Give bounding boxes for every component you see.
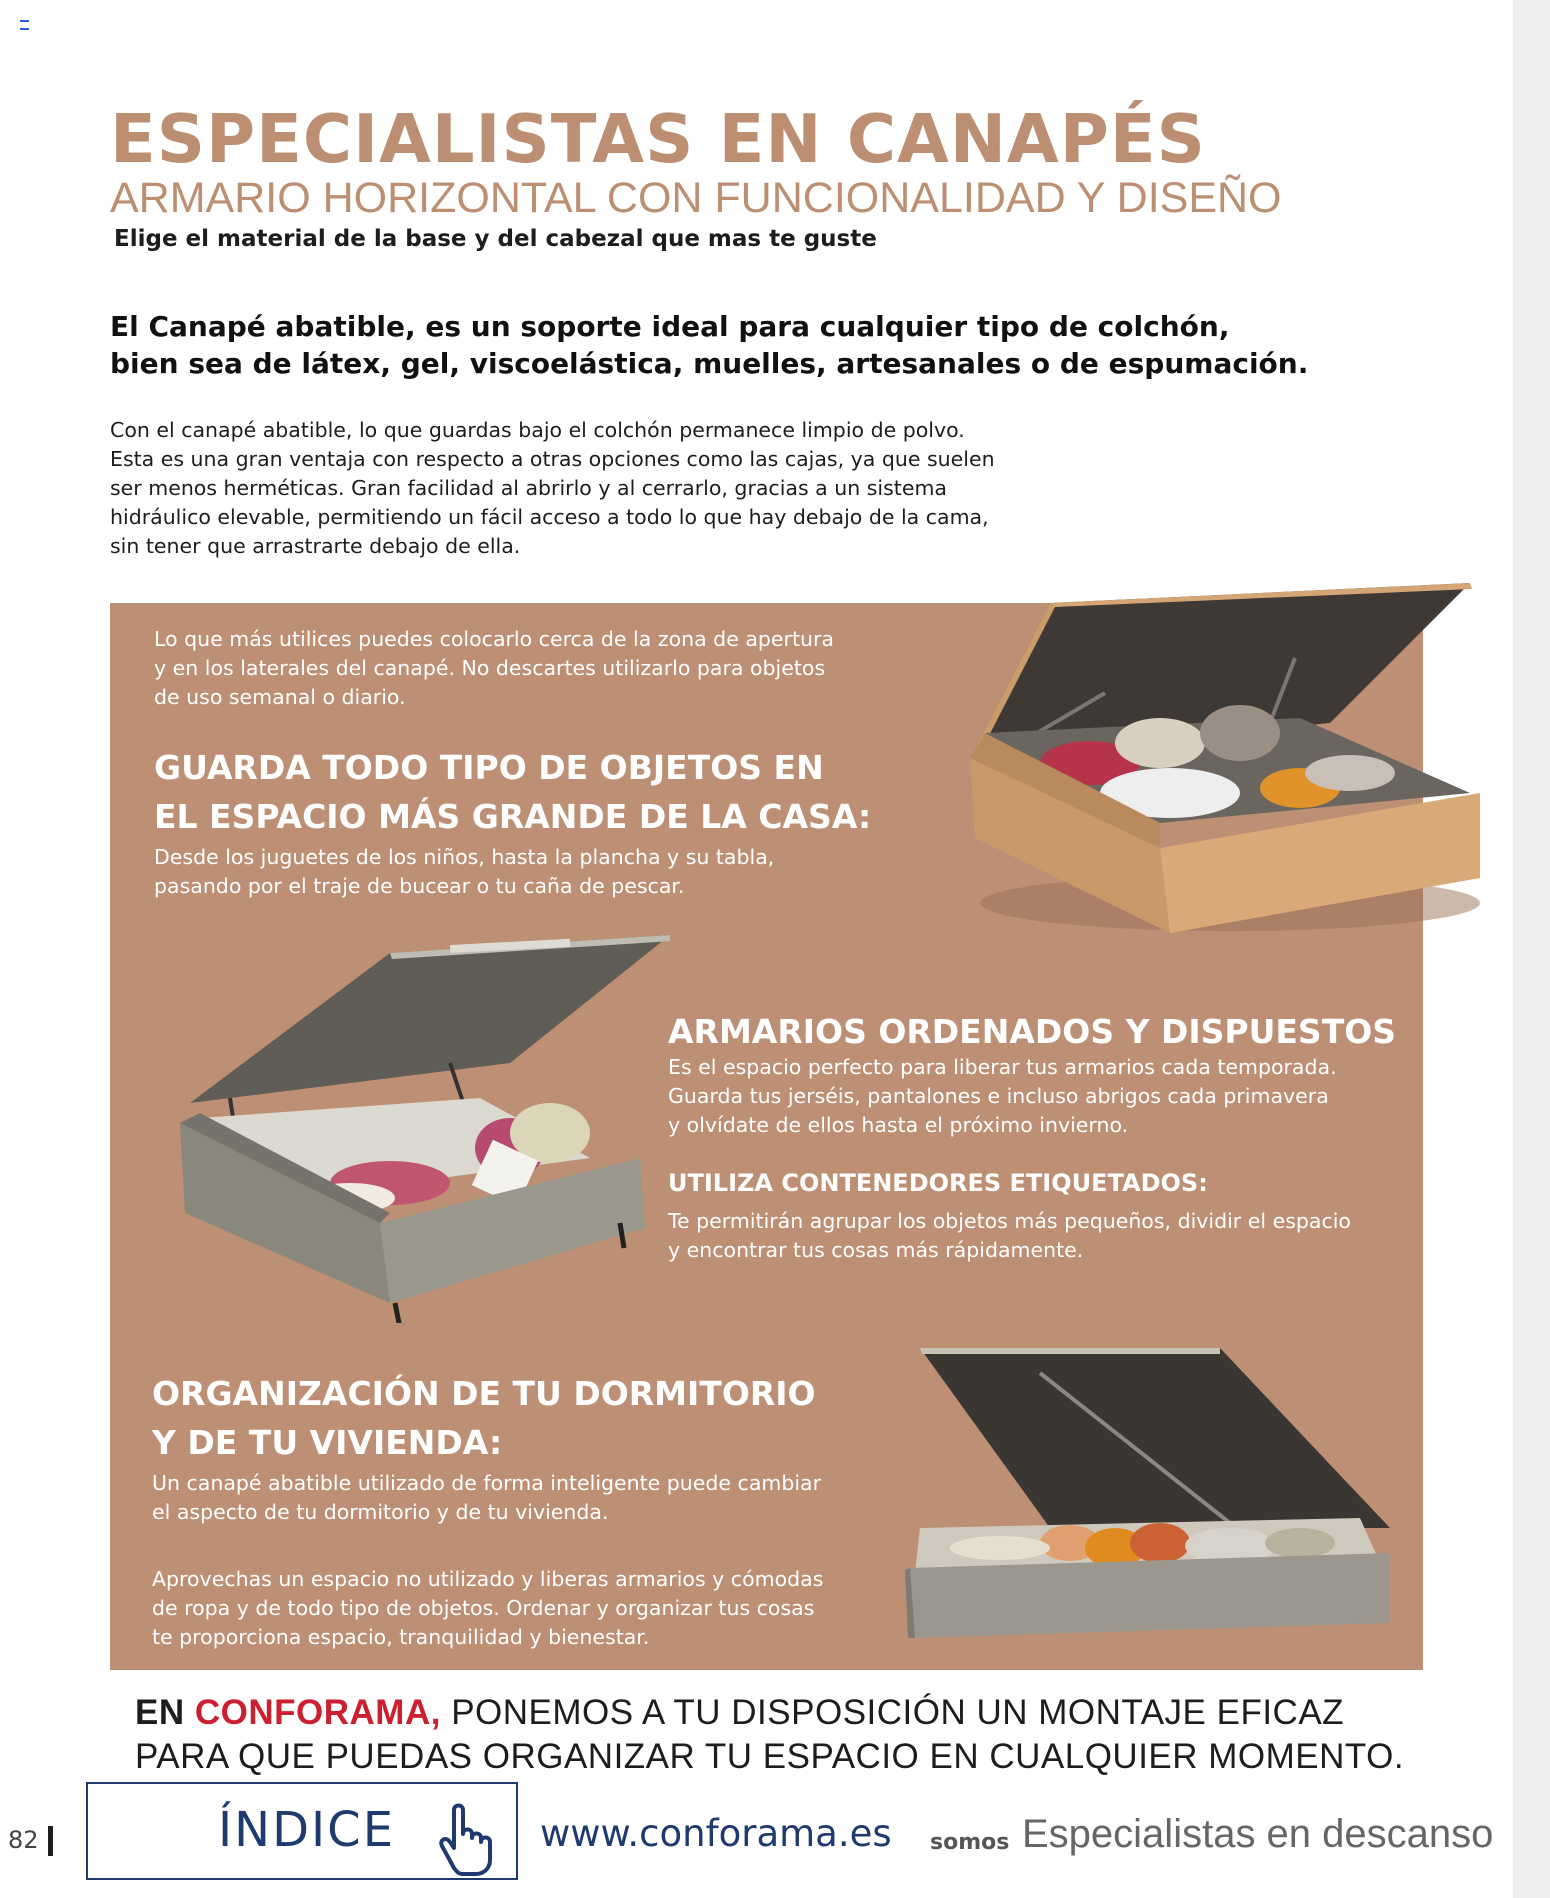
section-subheading-contenedores: UTILIZA CONTENEDORES ETIQUETADOS: xyxy=(668,1169,1208,1197)
body-line: pasando por el traje de bucear o tu caña de pescar. xyxy=(154,874,685,898)
body-line: de ropa y de todo tipo de objetos. Ordenar y organizar tus cosas xyxy=(152,1596,815,1620)
body-line: y encontrar tus cosas más rápidamente. xyxy=(668,1238,1084,1262)
page-number: 82 xyxy=(8,1826,39,1854)
viewer-scrollbar-track[interactable] xyxy=(1513,0,1550,1898)
lead-line: bien sea de látex, gel, viscoelástica, muelles, artesanales o de espumación. xyxy=(110,347,1309,380)
section-body-objects xyxy=(154,843,774,901)
intro-line: Con el canapé abatible, lo que guardas bajo el colchón permanece limpio de polvo. xyxy=(110,418,965,442)
somos-word: somos xyxy=(930,1830,1010,1855)
tip-line: y en los laterales del canapé. No descartes utilizarlo para objetos xyxy=(154,656,826,680)
lead-line: El Canapé abatible, es un soporte ideal para cualquier tipo de colchón, xyxy=(110,310,1230,343)
section-heading-armarios: ARMARIOS ORDENADOS Y DISPUESTOS xyxy=(668,1012,1397,1051)
wooden-canape-image xyxy=(910,573,1510,953)
intro-line: Esta es una gran ventaja con respecto a otras opciones como las cajas, ya que suelen xyxy=(110,447,995,471)
closing-en: EN xyxy=(135,1693,185,1732)
body-line: Es el espacio perfecto para liberar tus armarios cada temporada. xyxy=(668,1055,1337,1079)
body-line: Un canapé abatible utilizado de forma inteligente puede cambiar xyxy=(152,1471,822,1495)
heading-line: ORGANIZACIÓN DE TU DORMITORIO xyxy=(152,1374,816,1413)
heading-line: EL ESPACIO MÁS GRANDE DE LA CASA: xyxy=(154,797,872,836)
section-subbody-contenedores xyxy=(668,1207,1351,1265)
section-heading-objects xyxy=(154,743,871,841)
body-line: y olvídate de ellos hasta el próximo invierno. xyxy=(668,1113,1129,1137)
info-panel xyxy=(110,603,1423,1670)
page-title: ESPECIALISTAS EN CANAPÉS xyxy=(110,100,1206,178)
intro-line: hidráulico elevable, permitiendo un fácil acceso a todo lo que hay debajo de la cama, xyxy=(110,505,989,529)
page-subtitle: ARMARIO HORIZONTAL CON FUNCIONALIDAD Y DISEÑO xyxy=(110,174,1282,222)
page-number-divider xyxy=(48,1826,53,1856)
body-line: Te permitirán agrupar los objetos más pequeños, dividir el espacio xyxy=(668,1209,1351,1233)
intro-paragraph xyxy=(110,416,1070,561)
body-line: el aspecto de tu dormitorio y de tu vivienda. xyxy=(152,1500,609,1524)
storage-tip xyxy=(154,625,834,712)
tip-line: de uso semanal o diario. xyxy=(154,685,406,709)
heading-line: Y DE TU VIVIENDA: xyxy=(152,1423,503,1462)
grey-canape-image xyxy=(150,923,670,1323)
closing-rest: PONEMOS A TU DISPOSICIÓN UN MONTAJE EFICAZ xyxy=(451,1693,1345,1732)
menu-icon[interactable] xyxy=(20,20,29,30)
heading-line: GUARDA TODO TIPO DE OBJETOS EN xyxy=(154,748,824,787)
section-body-armarios xyxy=(668,1053,1337,1140)
body-line: Desde los juguetes de los niños, hasta la plancha y su tabla, xyxy=(154,845,775,869)
indice-button[interactable] xyxy=(86,1782,518,1880)
closing-line-2: PARA QUE PUEDAS ORGANIZAR TU ESPACIO EN CUALQUIER MOMENTO. xyxy=(135,1737,1405,1776)
section-body2-organizacion xyxy=(152,1565,823,1652)
website-link[interactable]: www.conforama.es xyxy=(540,1812,892,1855)
body-line: Aprovechas un espacio no utilizado y liberas armarios y cómodas xyxy=(152,1567,824,1591)
lead-paragraph xyxy=(110,308,1310,382)
slogan: Especialistas en descanso xyxy=(1022,1812,1494,1856)
closing-line-1 xyxy=(135,1693,1425,1733)
tip-line: Lo que más utilices puedes colocarlo cerca de la zona de apertura xyxy=(154,627,834,651)
intro-line: ser menos herméticas. Gran facilidad al abrirlo y al cerrarlo, gracias a un sistema xyxy=(110,476,947,500)
indice-label: ÍNDICE xyxy=(218,1802,396,1858)
beige-canape-image xyxy=(900,1338,1400,1658)
body-line: Guarda tus jerséis, pantalones e incluso abrigos cada primavera xyxy=(668,1084,1329,1108)
hand-pointer-icon xyxy=(432,1798,502,1878)
tagline: Elige el material de la base y del cabezal que mas te guste xyxy=(114,226,877,252)
brand-name: CONFORAMA, xyxy=(194,1693,441,1732)
section-body-organizacion xyxy=(152,1469,821,1527)
body-line: te proporciona espacio, tranquilidad y bienestar. xyxy=(152,1625,650,1649)
section-heading-organizacion xyxy=(152,1369,816,1467)
intro-line: sin tener que arrastrarte debajo de ella. xyxy=(110,534,521,558)
